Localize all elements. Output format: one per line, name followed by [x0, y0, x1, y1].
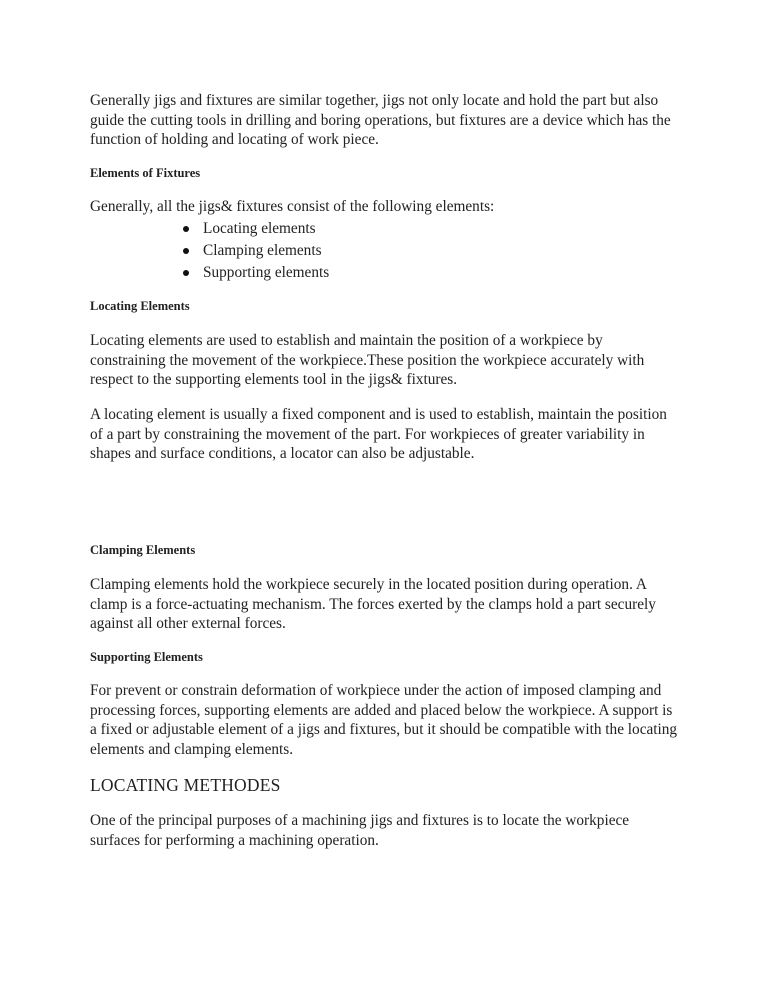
list-item [183, 240, 329, 262]
list-item-label: Supporting elements [203, 264, 330, 281]
supporting-elements-heading: Supporting Elements [90, 650, 203, 664]
clamping-elements-heading: Clamping Elements [90, 543, 196, 557]
bullet-icon [183, 270, 189, 276]
locating-methodes-heading: LOCATING METHODES [90, 775, 281, 795]
locating-methodes-paragraph: One of the principal purposes of a machining jigs and fixtures is to locate the workpiece surfaces for performing a machining operation. [90, 812, 630, 849]
list-item-label: Clamping elements [203, 242, 322, 259]
locating-elements-paragraph-1: Locating elements are used to establish and maintain the position of a workpiece by constraining the movement of the workpiece.These position the workpiece accurately with respect to the supporting elements tool in the jigs& fixtures. [90, 332, 645, 389]
list-item [183, 218, 329, 240]
list-item [183, 262, 329, 284]
locating-elements-heading: Locating Elements [90, 299, 190, 313]
intro-paragraph: Generally jigs and fixtures are similar together, jigs not only locate and hold the part but also guide the cutting tools in drilling and boring operations, but fixtures are a device which has the function of holding and locating of work piece. [90, 92, 671, 149]
clamping-elements-paragraph: Clamping elements hold the workpiece securely in the located position during operation. A clamp is a force-actuating mechanism. The forces exerted by the clamps hold a part securely against all other external forces. [90, 576, 656, 633]
bullet-icon [183, 248, 189, 254]
list-item-label: Locating elements [203, 220, 316, 237]
supporting-elements-paragraph: For prevent or constrain deformation of workpiece under the action of imposed clamping and processing forces, supporting elements are added and placed below the workpiece. A support is a fixed or adjustable element of a jigs and fixtures, but it should be compatible with the locating elements and clamping elements. [90, 682, 678, 758]
elements-of-fixtures-paragraph: Generally, all the jigs& fixtures consist of the following elements: [90, 198, 495, 215]
bullet-icon [183, 226, 189, 232]
locating-elements-paragraph-2: A locating element is usually a fixed component and is used to establish, maintain the position of a part by constraining the movement of the part. For workpieces of greater variability in shapes and surface conditions, a locator can also be adjustable. [90, 406, 667, 463]
elements-list [183, 218, 329, 284]
elements-of-fixtures-heading: Elements of Fixtures [90, 166, 201, 180]
